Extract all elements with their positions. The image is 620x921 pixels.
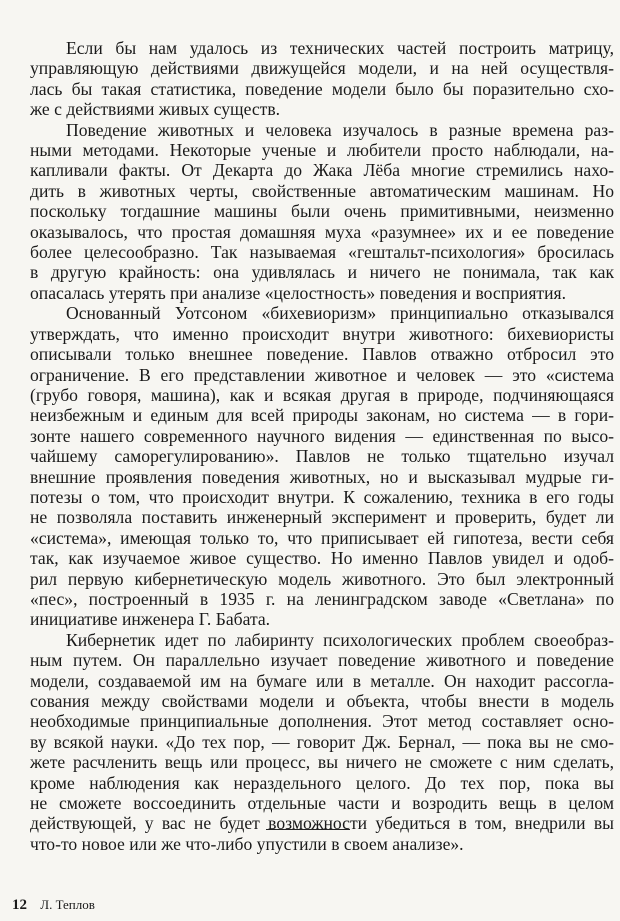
paragraph [30, 303, 614, 630]
text-line: «пес», построенный в 1935 г. на ленинградском заводе «Светлана» по [30, 588, 614, 609]
text-line: жете расчленить вещь или процесс, вы ничего не сможете с ним сделать, [30, 752, 614, 773]
text-line: действующей, у вас не будет возможности убедиться в том, внедрили вы [30, 813, 614, 834]
text-line: что-то новое или же что-либо упустили в своем анализе». [30, 833, 464, 854]
text-line: инициативе инженера Г. Бабата. [30, 609, 271, 630]
text-line: оказывалось, что простая домашняя муха «разумнее» их и ее поведение [30, 221, 614, 242]
paragraph [30, 38, 614, 120]
text-line: утверждать, что именно происходит внутри животного: бихевиористы [30, 323, 614, 344]
text-line: опасалась утерять при анализе «целостность» поведения и восприятия. [30, 282, 567, 303]
text-line: ву всякой науки. «До тех пор, — говорит Дж. Бернал, — пока вы не смо- [30, 731, 614, 752]
text-line: ограничение. В его представлении животное и человек — это «система [30, 364, 614, 385]
text-line: Основанный Уотсоном «бихевиоризм» принципиально отказывался [66, 303, 614, 324]
text-line: внешние проявления поведения животных, но и высказывал мудрые ги- [30, 466, 614, 487]
section-divider [266, 829, 350, 830]
text-line: описывали только внешнее поведение. Павлов отважно отбросил это [30, 344, 614, 365]
body-text [30, 38, 614, 854]
page-footer [12, 897, 95, 914]
text-line: модели, создаваемой им на бумаге или в металле. Он находит рассогла- [30, 670, 614, 691]
text-line: поскольку тогдашние машины были очень примитивными, неизменно [30, 201, 614, 222]
text-line: потезы о том, что происходит внутри. К сожалению, техника в его годы [30, 486, 614, 507]
text-line: более целесообразно. Так называемая «гештальт-психология» бросилась [30, 242, 614, 263]
text-line: капливали факты. От Декарта до Жака Лёба многие стремились нахо- [30, 160, 614, 181]
text-line: Поведение животных и человека изучалось в разные времена раз- [66, 119, 614, 140]
text-line: же с действиями живых существ. [30, 99, 281, 120]
text-line: Если бы нам удалось из технических частей построить матрицу, [66, 38, 614, 58]
text-line: (грубо говоря, машина), как и всякая другая в природе, подчиняющаяся [30, 384, 614, 405]
text-line: рил первую кибернетическую модель животного. Это был электронный [30, 568, 614, 589]
text-line: так, как изучаемое живое существо. Но именно Павлов увидел и одоб- [30, 548, 614, 569]
text-line: сования между свойствами модели и объекта, чтобы внести в модель [30, 691, 614, 711]
text-line: зонте нашего современного научного видения — единственная по высо- [30, 425, 614, 446]
page-number: 12 [12, 897, 27, 913]
text-line: управляющую действиями движущейся модели, и на ней осуществля- [30, 58, 614, 79]
paragraph [30, 630, 614, 854]
text-line: Кибернетик идет по лабиринту психологических проблем своеобраз- [66, 629, 614, 650]
paragraph [30, 120, 614, 304]
text-line: ными методами. Некоторые ученые и любители просто наблюдали, на- [30, 140, 614, 161]
text-line: кроме наблюдения как нераздельного целого. До тех пор, пока вы [30, 772, 614, 793]
text-line: в другую крайность: она удивлялась и ничего не понимала, так как [30, 262, 614, 283]
text-line: лась бы такая статистика, поведение модели было бы поразительно схо- [30, 78, 614, 99]
text-line: ным путем. Он параллельно изучает поведение животного и поведение [30, 650, 614, 671]
text-line: дить в животных черты, свойственные автоматическим машинам. Но [30, 180, 614, 201]
text-line: не позволяла поставить инженерный эксперимент и проверить, будет ли [30, 507, 614, 528]
text-line: необходимые принципиальные дополнения. Этот метод составляет осно- [30, 711, 614, 732]
text-line: не сможете воссоединить отдельные части и возродить вещь в целом [30, 793, 614, 814]
text-line: неизбежным и единым для всей природы законам, но система — в гори- [30, 405, 614, 426]
text-line: чайшему саморегулированию». Павлов не только тщательно изучал [30, 446, 614, 467]
running-author: Л. Теплов [40, 897, 95, 912]
text-line: «система», имеющая только то, что приписывает ей гипотеза, вести себя [30, 527, 614, 548]
